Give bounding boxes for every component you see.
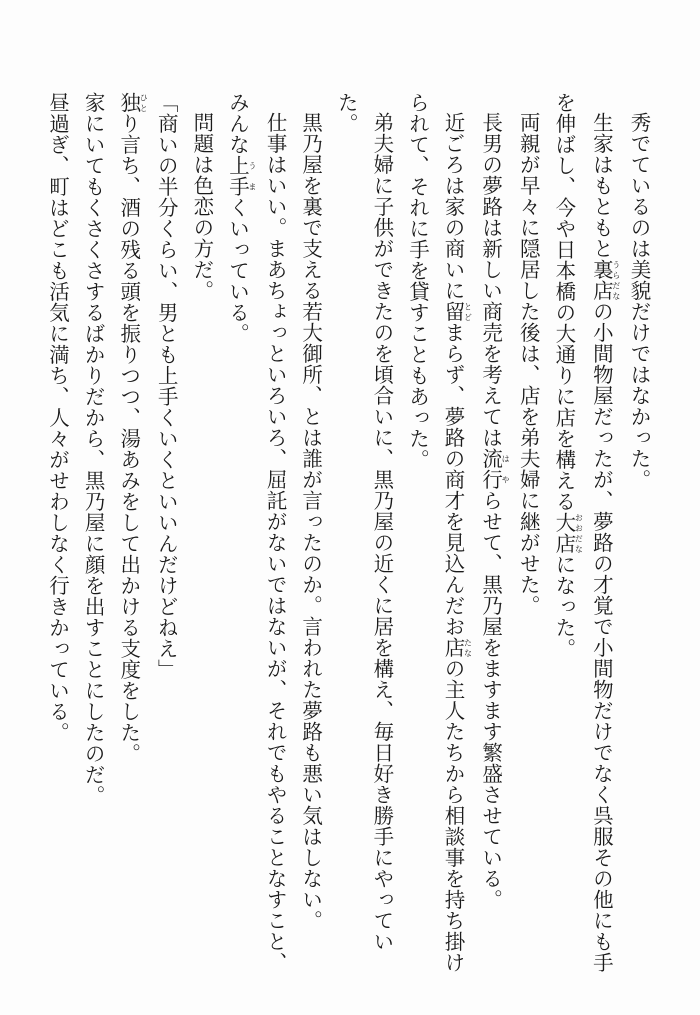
text-line [256, 92, 292, 992]
ruby-base: 独 [116, 92, 141, 113]
text-line [328, 92, 364, 992]
ruby-reading: おおだな [574, 512, 584, 554]
text-segment: を伸ばし、今や日本橋の大通りに店を構える [551, 92, 576, 512]
ruby-annotated-word [551, 512, 584, 554]
ruby-reading: うらだな [611, 259, 621, 301]
text-segment: た。 [334, 92, 359, 134]
text-line [219, 92, 257, 992]
text-line [148, 92, 184, 992]
text-segment: の小間物屋だったが、夢路の才覚で小間物だけでなく呉服その他にも手 [589, 301, 614, 973]
text-segment: みんな [225, 92, 250, 155]
text-segment: 生家はもともと [589, 112, 614, 259]
text-segment: の主人たちから相談事を持ち掛け [441, 658, 466, 973]
text-segment: くいっている。 [225, 197, 250, 344]
ruby-base: 流行 [478, 448, 503, 490]
ruby-base: 店 [441, 637, 466, 658]
ruby-reading: たな [463, 637, 473, 658]
ruby-reading: うま [247, 155, 257, 197]
text-segment: まらず、夢路の商才を見込んだお [441, 322, 466, 637]
text-line [39, 92, 75, 992]
text-segment: 近ごろは家の商いに [441, 112, 466, 301]
ruby-base: 裏店 [589, 259, 614, 301]
text-line [620, 92, 656, 992]
ruby-base: 留 [441, 301, 466, 322]
text-segment: 問題は色恋の方だ。 [189, 112, 214, 301]
text-line [583, 92, 621, 992]
text-line [545, 92, 583, 992]
text-segment: 黒乃屋を裏で支える若大御所、とは誰が言ったのか。言われた夢路も悪い気はしない。 [298, 112, 323, 931]
text-segment: 「商いの半分くらい、男とも上手くいくといいんだけどねえ」 [154, 92, 179, 680]
ruby-reading: とど [463, 301, 473, 322]
ruby-base: 大店 [551, 512, 576, 554]
text-line [399, 92, 435, 992]
ruby-annotated-word [441, 637, 473, 658]
ruby-annotated-word [116, 92, 149, 113]
vertical-text-body [39, 92, 656, 992]
text-line [363, 92, 399, 992]
text-line [183, 92, 219, 992]
text-segment: 弟夫婦に子供ができたのを頃合いに、黒乃屋の近くに居を構え、毎日好き勝手にやってい [369, 112, 394, 952]
text-line [110, 92, 148, 992]
ruby-reading: はや [501, 448, 511, 490]
ruby-annotated-word [478, 448, 511, 490]
ruby-annotated-word [225, 155, 257, 197]
text-segment: られて、それに手を貸すこともあった。 [405, 92, 430, 470]
ruby-annotated-word [441, 301, 473, 322]
text-segment: 家にいてもくさくさするばかりだから、黒乃屋に顔を出すことにしたのだ。 [81, 92, 106, 806]
ruby-annotated-word [589, 259, 621, 301]
text-line [510, 92, 546, 992]
ruby-base: 上手 [225, 155, 250, 197]
text-segment: 秀でているのは美貌だけではなかった。 [627, 112, 651, 490]
text-line [472, 92, 510, 992]
text-segment: り言ち、酒の残る頭を振りつつ、湯あみをして出かける支度をした。 [116, 113, 141, 764]
text-segment: らせて、黒乃屋をますます繁盛させている。 [478, 490, 503, 910]
text-segment: 仕事はいい。まあちょっといろいろ、屈託がないではないが、それでもやることなすこと、 [263, 112, 288, 973]
text-segment: になった。 [551, 554, 576, 659]
text-line [75, 92, 111, 992]
text-line [292, 92, 328, 992]
text-segment: 長男の夢路は新しい商売を考えては [478, 112, 503, 448]
text-segment: 昼過ぎ、町はどこも活気に満ち、人々がせわしなく行きかっている。 [45, 92, 70, 743]
text-segment: 両親が早々に隠居した後は、店を弟夫婦に継がせた。 [516, 112, 541, 616]
ruby-reading: ひと [139, 92, 149, 113]
text-line [434, 92, 472, 992]
